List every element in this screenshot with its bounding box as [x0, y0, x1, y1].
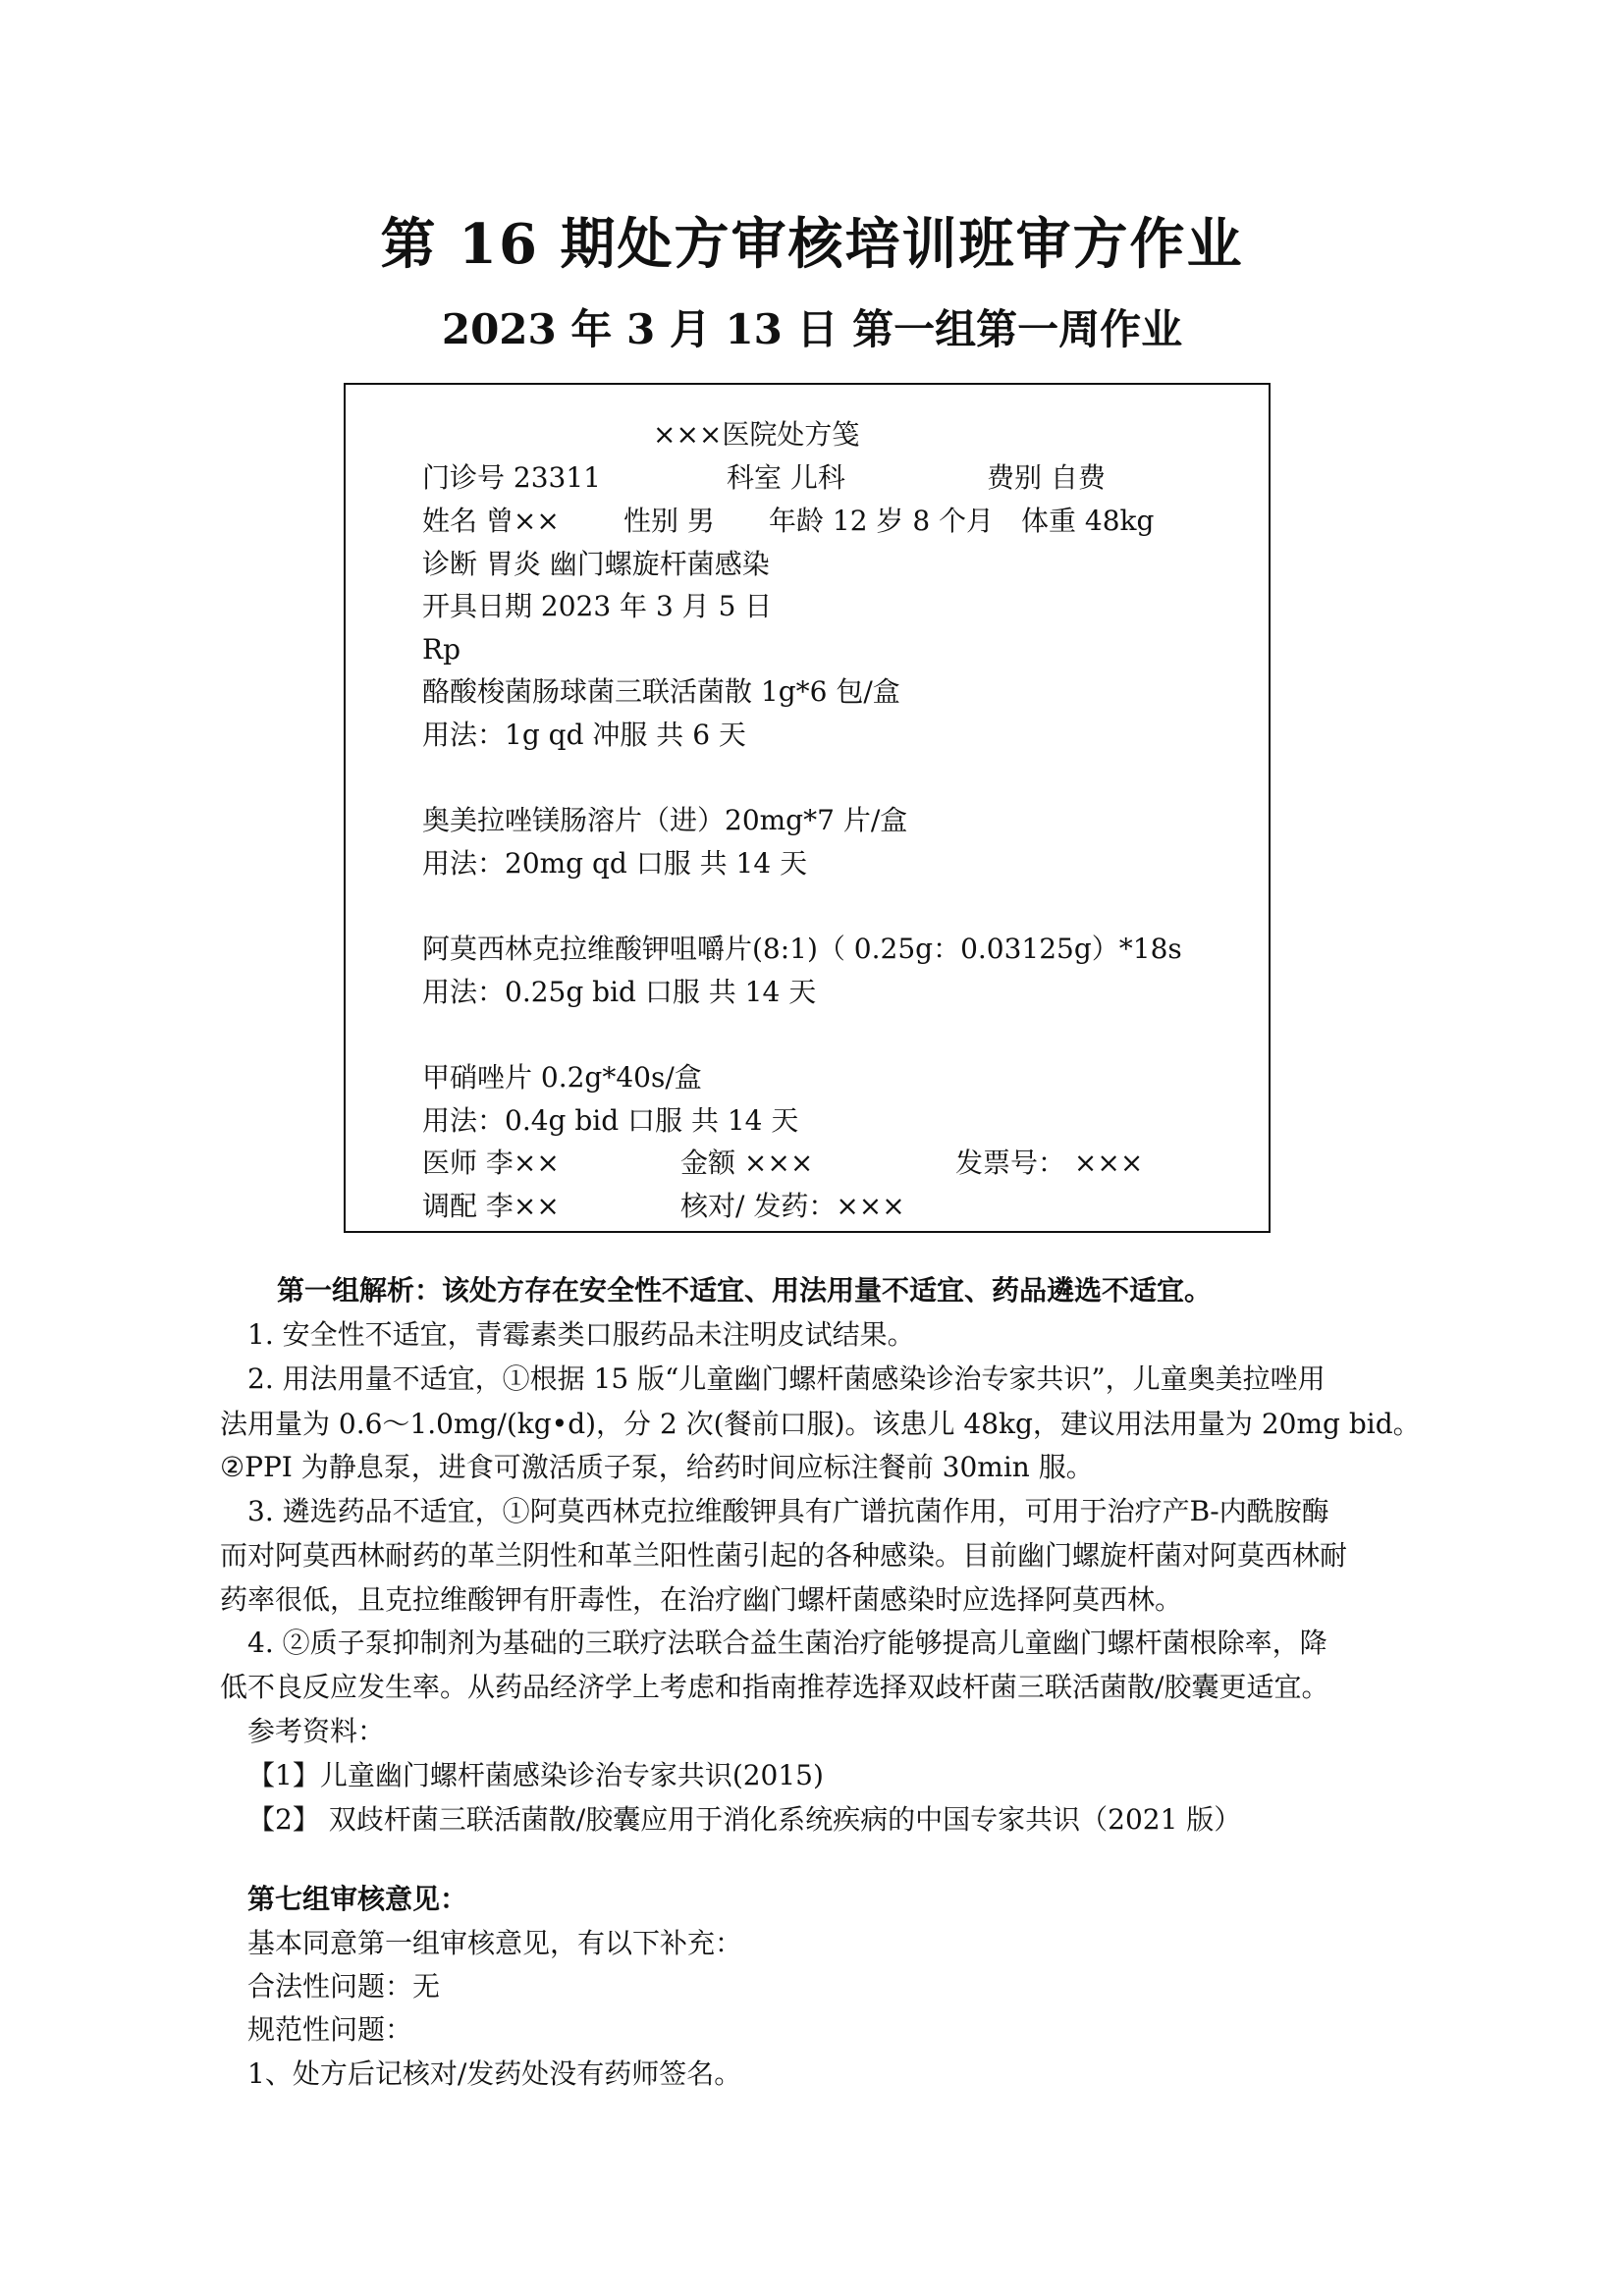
patient-weight: 体重 48kg	[1021, 505, 1155, 537]
doctor: 医师 李××	[422, 1147, 560, 1179]
drug-usage: 用法：20mg qd 口服 共 14 天	[422, 847, 808, 880]
dispenser: 调配 李××	[422, 1190, 560, 1222]
analysis-heading: 第一组解析：该处方存在安全性不适宜、用法用量不适宜、药品遴选不适宜。	[277, 1274, 1213, 1307]
patient-gender: 性别 男	[623, 505, 715, 537]
hospital-name: ×××医院处方笺	[653, 418, 860, 451]
drug-name: 酪酸梭菌肠球菌三联活菌散 1g*6 包/盒	[422, 675, 900, 708]
issue-date: 开具日期 2023 年 3 月 5 日	[422, 590, 773, 622]
clinic-number: 门诊号 23311	[422, 461, 601, 494]
analysis-line: 3. 遴选药品不适宜，①阿莫西林克拉维酸钾具有广谱抗菌作用，可用于治疗产Β-内酰胺酶	[247, 1495, 1329, 1527]
patient-name: 姓名 曾××	[422, 505, 560, 537]
drug-name: 阿莫西林克拉维酸钾咀嚼片(8:1)（ 0.25g：0.03125g）*18s	[422, 933, 1182, 965]
analysis-line: 2. 用法用量不适宜，①根据 15 版“儿童幽门螺杆菌感染诊治专家共识”，儿童奥美拉唑用	[247, 1362, 1326, 1395]
review-line: 1、处方后记核对/发药处没有药师签名。	[247, 2057, 742, 2090]
review-line: 规范性问题：	[247, 2013, 413, 2046]
patient-age: 年龄 12 岁 8 个月	[769, 505, 995, 537]
checker: 核对/ 发药：×××	[680, 1190, 905, 1222]
analysis-line: 4. ②质子泵抑制剂为基础的三联疗法联合益生菌治疗能够提高儿童幽门螺杆菌根除率，降	[247, 1627, 1327, 1659]
drug-name: 奥美拉唑镁肠溶片（进）20mg*7 片/盒	[422, 804, 908, 836]
invoice-number: 发票号： ×××	[955, 1147, 1144, 1179]
reference-item: 【1】儿童幽门螺杆菌感染诊治专家共识(2015)	[247, 1759, 824, 1791]
page-subtitle: 2023 年 3 月 13 日 第一组第一周作业	[441, 305, 1183, 353]
analysis-line: 低不良反应发生率。从药品经济学上考虑和指南推荐选择双歧杆菌三联活菌散/胶囊更适宜。	[220, 1671, 1329, 1703]
amount: 金额 ×××	[680, 1147, 814, 1179]
drug-usage: 用法：0.4g bid 口服 共 14 天	[422, 1104, 799, 1137]
department: 科室 儿科	[727, 461, 845, 494]
drug-usage: 用法：1g qd 冲服 共 6 天	[422, 719, 746, 751]
rp-label: Rp	[422, 633, 461, 666]
analysis-line: 药率很低，且克拉维酸钾有肝毒性，在治疗幽门螺杆菌感染时应选择阿莫西林。	[220, 1583, 1183, 1616]
review-heading: 第七组审核意见：	[247, 1883, 468, 1915]
diagnosis: 诊断 胃炎 幽门螺旋杆菌感染	[422, 548, 770, 580]
analysis-line: 法用量为 0.6～1.0mg/(kg•d)，分 2 次(餐前口服)。该患儿 48kg，建议用法用量为 20mg bid。	[220, 1408, 1421, 1440]
drug-name: 甲硝唑片 0.2g*40s/盒	[422, 1061, 702, 1094]
review-line: 基本同意第一组审核意见，有以下补充：	[247, 1927, 743, 1959]
review-line: 合法性问题：无	[247, 1970, 441, 2002]
analysis-line: 1. 安全性不适宜，青霉素类口服药品未注明皮试结果。	[247, 1318, 915, 1351]
analysis-line: ②PPI 为静息泵，进食可激活质子泵，给药时间应标注餐前 30min 服。	[220, 1451, 1094, 1483]
reference-item: 【2】 双歧杆菌三联活菌散/胶囊应用于消化系统疾病的中国专家共识（2021 版）	[247, 1803, 1242, 1836]
analysis-line: 而对阿莫西林耐药的革兰阴性和革兰阳性菌引起的各种感染。目前幽门螺旋杆菌对阿莫西林耐	[220, 1539, 1348, 1572]
page-title: 第 16 期处方审核培训班审方作业	[380, 212, 1244, 277]
fee-type: 费别 自费	[987, 461, 1106, 494]
references-label: 参考资料：	[247, 1715, 386, 1747]
drug-usage: 用法：0.25g bid 口服 共 14 天	[422, 976, 817, 1008]
